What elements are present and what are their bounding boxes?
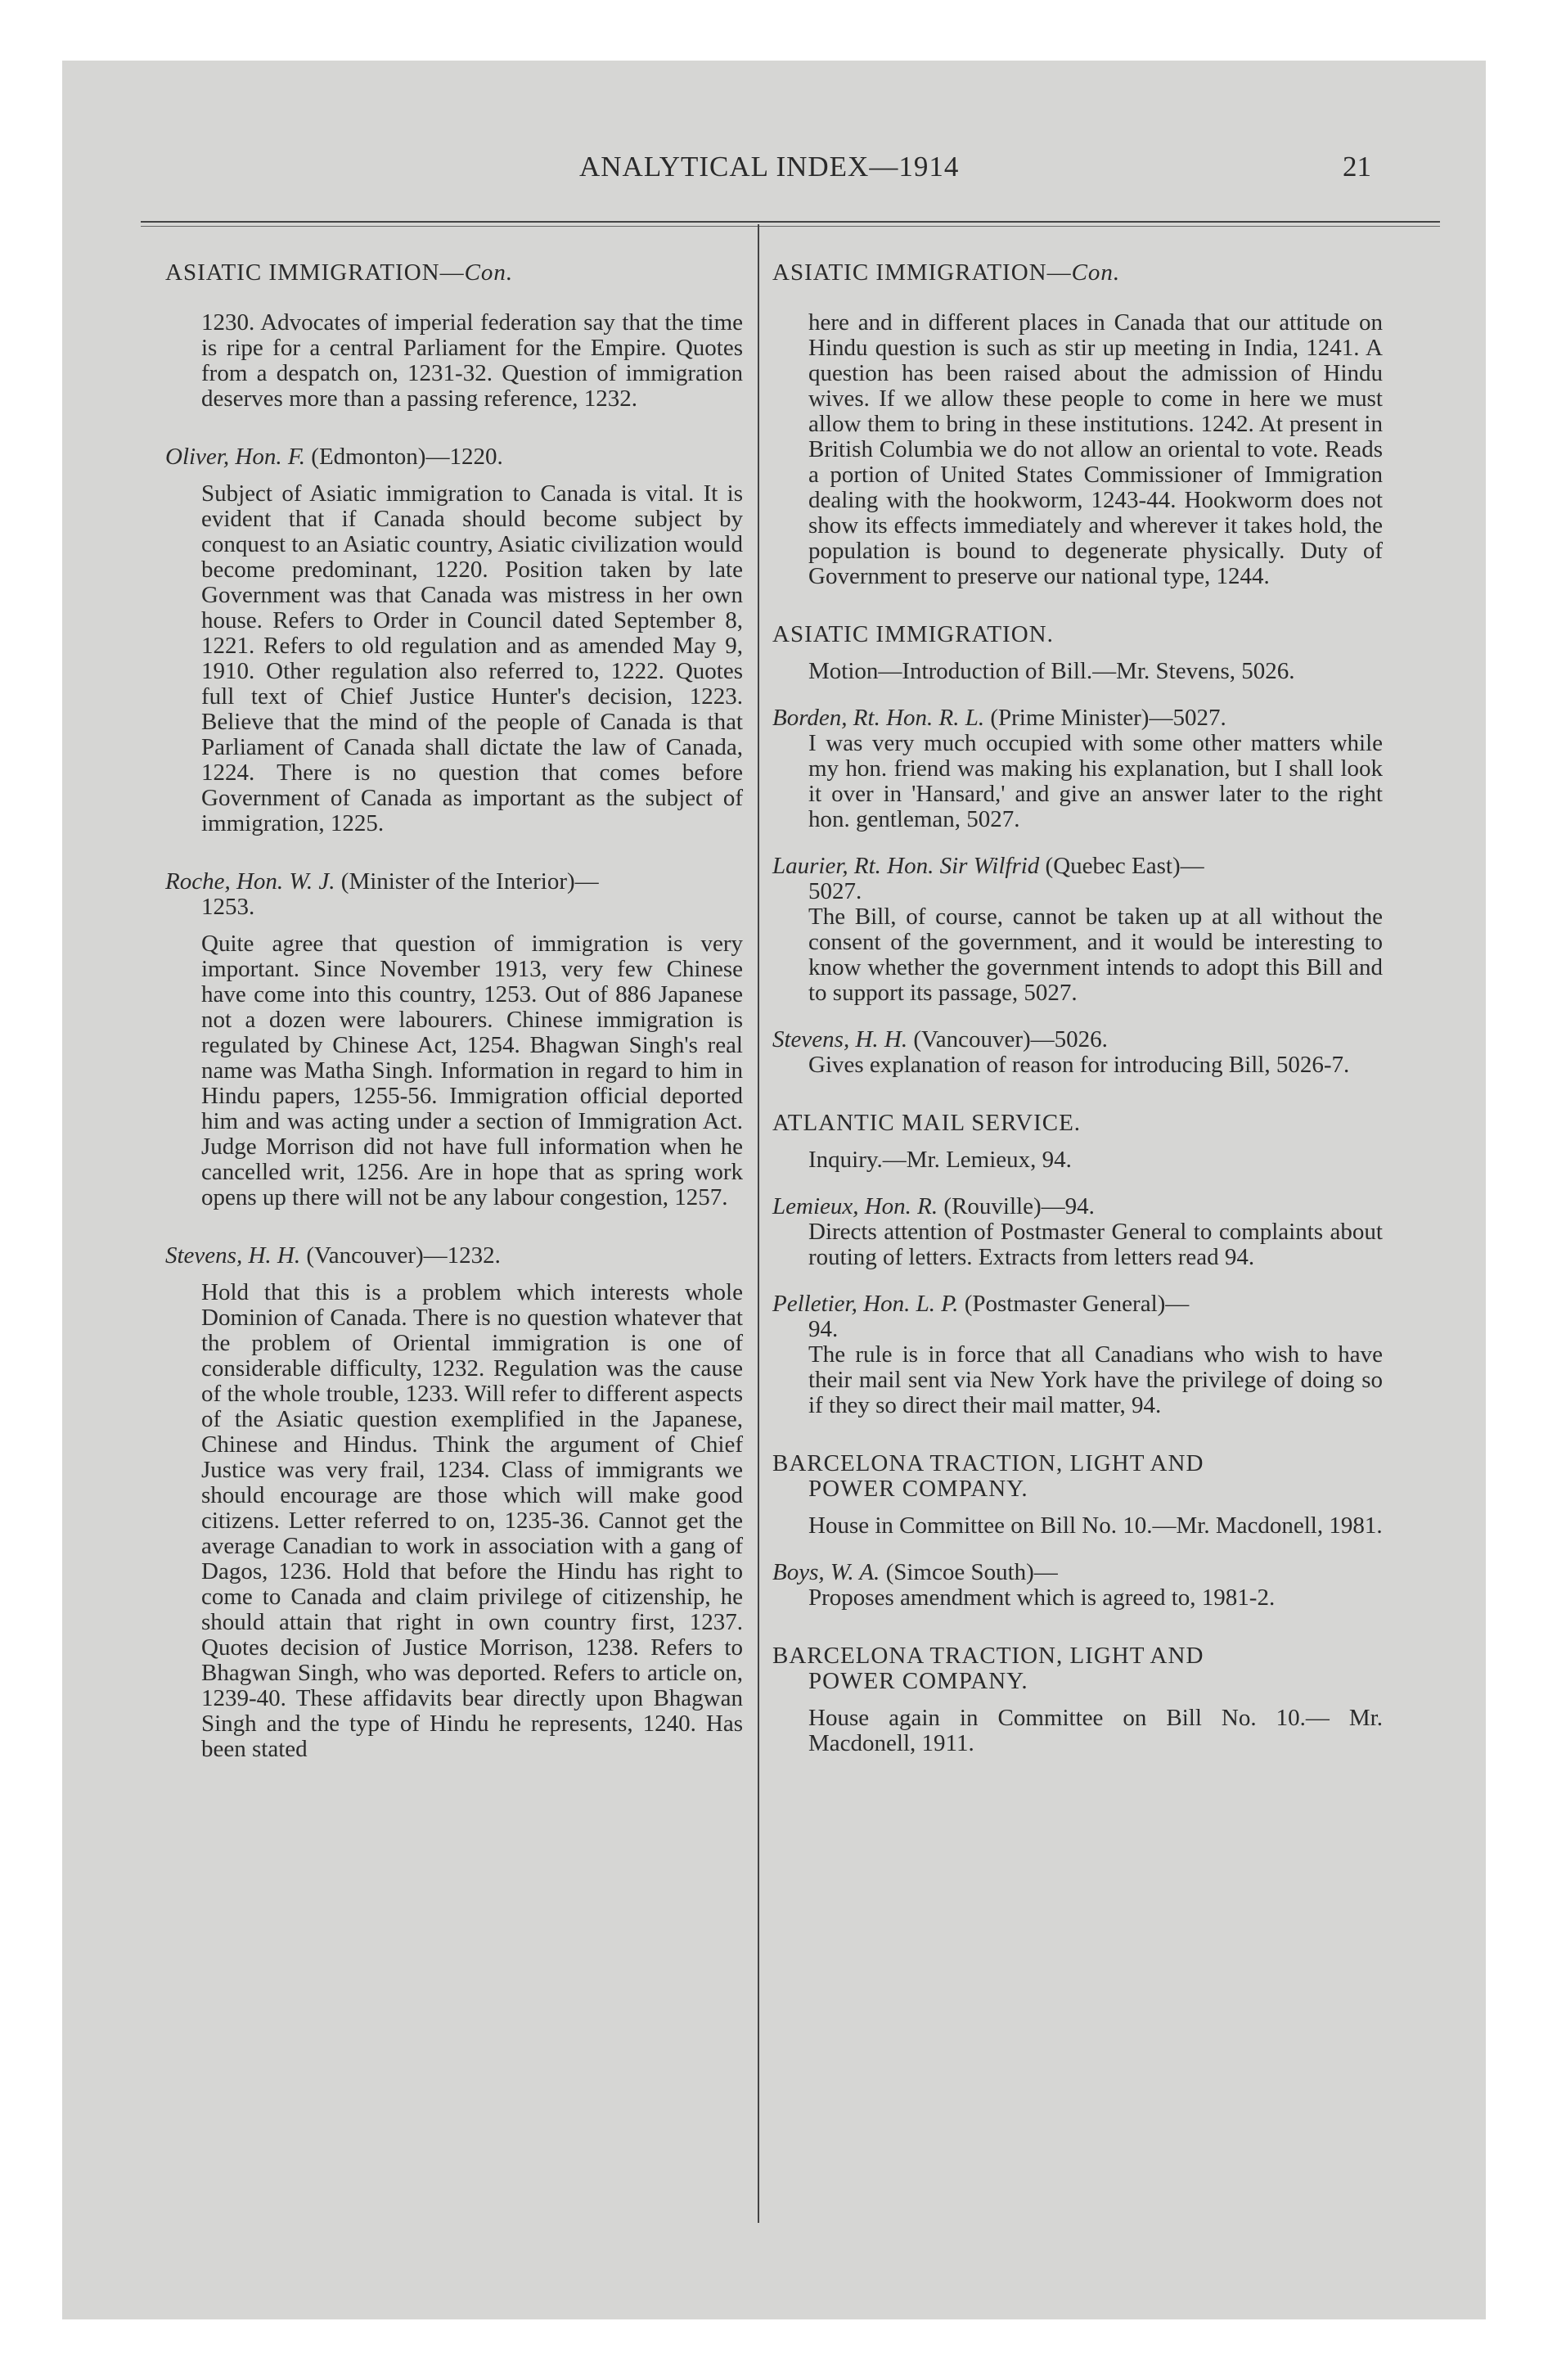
speaker-entry-cont: 1253. bbox=[201, 894, 255, 920]
entry-text: Quite agree that question of immigration is very important. Since November 1913, very few Chinese have come into this country, 1253. Out of 886 Japanese not a dozen were labourers. Chinese immigration is regulated by Chinese Act, 1254. Bhagwan Singh's real name was Matha Singh. Information in regard to him in Hindu papers, 1255-56. Immigration official deported him and was acting under a section of Immigration Act. Judge Morrison did not have full information when he cancelled writ, 1256. Are in hope that as spring work opens up there will not be any labour congestion, 1257. bbox=[201, 931, 743, 1210]
speaker-entry-cont: 94. bbox=[808, 1316, 839, 1342]
speaker-entry: Roche, Hon. W. J. (Minister of the Interior)— bbox=[165, 868, 599, 895]
topic-heading: ASIATIC IMMIGRATION. bbox=[772, 621, 1054, 647]
column-divider bbox=[758, 224, 759, 2223]
entry-text: The Bill, of course, cannot be taken up at all without the consent of the government, and it would be interesting to know whether the government intends to adopt this Bill and to support its passage, 5027. bbox=[808, 904, 1383, 1006]
speaker-entry: Borden, Rt. Hon. R. L. (Prime Minister)—5027. bbox=[772, 705, 1226, 731]
entry-text: The rule is in force that all Canadians who wish to have their mail sent via New York have the privilege of doing so if they so direct their mail matter, 94. bbox=[808, 1341, 1383, 1418]
speaker-entry: Boys, W. A. (Simcoe South)— bbox=[772, 1559, 1058, 1585]
entry-text: here and in different places in Canada that our attitude on Hindu question is such as stir up meeting in India, 1241. A question has been raised about the admission of Hindu wives. If we allow these people to come in here we must allow them to bring in these institutions. 1242. At present in British Columbia we do not allow an oriental to vote. Reads a portion of United States Commissioner of Immigration dealing with the hookworm, 1243-44. Hookworm does not show its effects immediately and wherever it takes hold, the population is bound to degenerate physically. Duty of Government to preserve our national type, 1244. bbox=[808, 309, 1383, 589]
header-rule-secondary bbox=[141, 226, 1440, 227]
section-heading: ASIATIC IMMIGRATION—Con. bbox=[772, 259, 1121, 286]
entry-text: House again in Committee on Bill No. 10.— Mr. Macdonell, 1911. bbox=[808, 1705, 1383, 1756]
scanned-page bbox=[62, 61, 1486, 2319]
speaker-entry-cont: 5027. bbox=[808, 878, 862, 904]
speaker-entry: Oliver, Hon. F. (Edmonton)—1220. bbox=[165, 444, 503, 470]
speaker-entry: Lemieux, Hon. R. (Rouville)—94. bbox=[772, 1193, 1095, 1219]
page-title: ANALYTICAL INDEX—1914 bbox=[579, 151, 960, 183]
left-column bbox=[165, 260, 743, 1783]
topic-heading-cont: POWER COMPANY. bbox=[808, 1476, 1028, 1502]
entry-text: Gives explanation of reason for introducing Bill, 5026-7. bbox=[808, 1052, 1350, 1078]
entry-text: Proposes amendment which is agreed to, 1981-2. bbox=[808, 1584, 1276, 1611]
entry-text: Hold that this is a problem which interests whole Dominion of Canada. There is no question whatever that the problem of Oriental immigration is one of considerable difficulty, 1232. Regulation was the cause of the whole trouble, 1233. Will refer to different aspects of the Asiatic question exemplified in the Japanese, Chinese and Hindus. Think the argument of Chief Justice was very frail, 1234. Class of immigrants we should encourage are those which will make good citizens. Letter referred to on, 1235-36. Cannot get the average Canadian to work in association with a gang of Dagos, 1236. Hold that before the Hindu has right to come to Canada and claim privilege of citizenship, he should attain that right in own country first, 1237. Quotes decision of Justice Morrison, 1238. Refers to Bhagwan Singh, who was deported. Refers to article on, 1239-40. These affidavits bear directly upon Bhagwan Singh and the type of Hindu he represents, 1240. Has been stated bbox=[201, 1279, 743, 1762]
running-head bbox=[62, 151, 1486, 200]
entry-text: Directs attention of Postmaster General to complaints about routing of letters. Extracts from letters read 94. bbox=[808, 1219, 1383, 1270]
speaker-entry: Stevens, H. H. (Vancouver)—1232. bbox=[165, 1242, 501, 1269]
entry-text: Subject of Asiatic immigration to Canada is vital. It is evident that if Canada should become subject by conquest to an Asiatic country, Asiatic civilization would become predominant, 1220. Position taken by late Government was that Canada was mistress in her own house. Refers to Order in Council dated September 8, 1221. Refers to old regulation and as amended May 9, 1910. Other regulation also referred to, 1222. Quotes full text of Chief Justice Hunter's decision, 1223. Believe that the mind of the people of Canada is that Parliament of Canada shall dictate the law of Canada, 1224. There is no question that comes before Government of Canada as important as the subject of immigration, 1225. bbox=[201, 480, 743, 836]
speaker-entry: Laurier, Rt. Hon. Sir Wilfrid (Quebec East)— bbox=[772, 853, 1204, 879]
topic-heading: BARCELONA TRACTION, LIGHT AND bbox=[772, 1450, 1204, 1476]
topic-heading-cont: POWER COMPANY. bbox=[808, 1668, 1028, 1694]
entry-text: House in Committee on Bill No. 10.—Mr. Macdonell, 1981. bbox=[808, 1512, 1383, 1539]
header-rule bbox=[141, 221, 1440, 223]
entry-text: 1230. Advocates of imperial federation say that the time is ripe for a central Parliament for the Empire. Quotes from a despatch on, 1231-32. Question of immigration deserves more than a passing reference, 1232. bbox=[201, 309, 743, 412]
topic-heading: BARCELONA TRACTION, LIGHT AND bbox=[772, 1643, 1204, 1669]
entry-text: Motion—Introduction of Bill.—Mr. Stevens, 5026. bbox=[808, 658, 1295, 684]
page-number: 21 bbox=[1343, 151, 1371, 183]
speaker-entry: Stevens, H. H. (Vancouver)—5026. bbox=[772, 1026, 1108, 1053]
right-column bbox=[772, 260, 1383, 1778]
section-heading: ASIATIC IMMIGRATION—Con. bbox=[165, 259, 514, 286]
topic-heading: ATLANTIC MAIL SERVICE. bbox=[772, 1110, 1082, 1136]
entry-text: Inquiry.—Mr. Lemieux, 94. bbox=[808, 1147, 1072, 1173]
entry-text: I was very much occupied with some other matters while my hon. friend was making his explanation, but I shall look it over in 'Hansard,' and give an answer later to the right hon. gentleman, 5027. bbox=[808, 730, 1383, 832]
speaker-entry: Pelletier, Hon. L. P. (Postmaster General)— bbox=[772, 1291, 1190, 1317]
